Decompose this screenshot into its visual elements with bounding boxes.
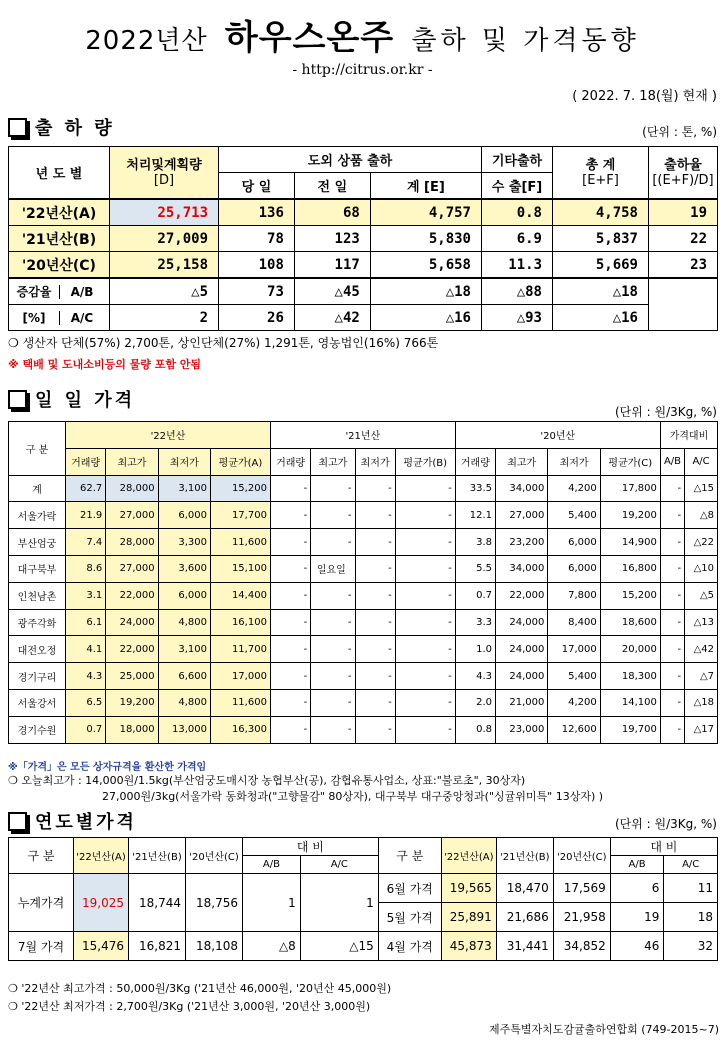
cell: - [355, 502, 395, 529]
cell: - [270, 609, 310, 636]
cell: - [311, 609, 355, 636]
column-header: 거래량 [455, 448, 495, 475]
table-row [9, 502, 718, 529]
cell: 4,800 [158, 689, 210, 716]
cell: 3,100 [158, 636, 210, 663]
checkbox-icon [8, 812, 27, 831]
section-yearly-unit: (단위 : 원/3Kg, %) [614, 817, 717, 831]
shipment-note: ❍ 생산자 단체(57%) 2,700톤, 상인단체(27%) 1,291톤, 영농법인(16%) 766톤 [8, 336, 439, 350]
cell: 12.1 [455, 502, 495, 529]
cell: - [355, 475, 395, 502]
cell: 16,300 [211, 716, 271, 743]
cell: - [395, 636, 455, 663]
column-header: 최저가 [158, 448, 210, 475]
cell: 1.0 [455, 636, 495, 663]
cell: - [270, 529, 310, 556]
section-shipment-unit: (단위 : 톤, %) [642, 125, 717, 139]
cell: 7,800 [548, 582, 600, 609]
cell: - [311, 475, 355, 502]
cell: 4.3 [455, 663, 495, 690]
table-row: '21년산(B) 27,009 78 123 5,830 6.9 5,837 22 [9, 226, 718, 252]
title-year: 2022년산 [85, 26, 208, 56]
cell: 17,000 [548, 636, 600, 663]
cell: - [311, 663, 355, 690]
cell: 13,000 [158, 716, 210, 743]
cell: 27,000 [106, 555, 158, 582]
table-row: 5월 가격 25,891 21,686 21,958 19 18 [9, 903, 718, 932]
cell: 11,600 [211, 529, 271, 556]
table-row [9, 609, 718, 636]
cell: △42 [685, 636, 718, 663]
cell: - [395, 475, 455, 502]
cell: 6,000 [548, 529, 600, 556]
cell: 5.5 [455, 555, 495, 582]
cell: 14,400 [211, 582, 271, 609]
cell: - [660, 689, 684, 716]
title-product: 하우스온주 [224, 18, 395, 58]
cell: - [311, 529, 355, 556]
cell: 21.9 [66, 502, 106, 529]
yearly-note-2: ❍ '22년산 최저가격 : 2,700원/3Kg ('21년산 3,000원, '20년산 3,000원) [8, 1000, 371, 1013]
cell: 3.1 [66, 582, 106, 609]
cell: 0.7 [455, 582, 495, 609]
footer-org: 제주특별자치도감귤출하연합회 (749-2015~7) [488, 1023, 719, 1036]
cell: 18,300 [600, 663, 660, 690]
column-header: A/C [685, 448, 718, 475]
cell: △5 [685, 582, 718, 609]
cell: 24,000 [496, 663, 548, 690]
cell: - [660, 529, 684, 556]
table-row: 증감율 A/B △5 73 △45 △18 △88 △18 [9, 278, 718, 305]
section-shipment-title: 출 하 량 [8, 114, 115, 140]
h-ship: 도외 상품 출하 [219, 147, 482, 173]
table-row [9, 716, 718, 743]
cell: - [270, 689, 310, 716]
cell: 18,000 [106, 716, 158, 743]
table-row [9, 555, 718, 582]
cell: - [660, 475, 684, 502]
cell: 25,000 [106, 663, 158, 690]
table-row: 누계가격 19,025 18,744 18,756 1 1 6월 가격 19,565 18,470 17,569 6 11 [9, 874, 718, 903]
cell: - [355, 716, 395, 743]
h-other2: 수 출[F] [482, 173, 553, 200]
cell: 23,200 [496, 529, 548, 556]
row-label: 광주각화 [9, 609, 66, 636]
cell: - [270, 502, 310, 529]
cell: 일요일 [311, 555, 355, 582]
checkbox-icon [8, 118, 27, 137]
cell: - [270, 663, 310, 690]
report-date: ( 2022. 7. 18(월) 현재 ) [572, 89, 717, 104]
cell: 14,100 [600, 689, 660, 716]
cell: - [355, 582, 395, 609]
cell: 20,000 [600, 636, 660, 663]
cell: 3.3 [455, 609, 495, 636]
cell: - [395, 609, 455, 636]
cell: - [395, 582, 455, 609]
cell: - [270, 475, 310, 502]
cell: 15,200 [211, 475, 271, 502]
cell: △15 [685, 475, 718, 502]
cell: 7.4 [66, 529, 106, 556]
site-url[interactable]: - http://citrus.or.kr - [292, 62, 433, 78]
cell: 8.6 [66, 555, 106, 582]
table-row: 7월 가격 15,476 16,821 18,108 △8 △15 4월 가격 45,873 31,441 34,852 46 32 [9, 932, 718, 961]
cell: 33.5 [455, 475, 495, 502]
document-title [0, 10, 725, 59]
cell: - [355, 663, 395, 690]
daily-note-1: ※「가격」은 모든 상자규격을 환산한 가격임 [8, 762, 207, 773]
h-other: 기타출하 [482, 147, 553, 173]
cell: 15,200 [600, 582, 660, 609]
cell: △22 [685, 529, 718, 556]
cell: 24,000 [496, 636, 548, 663]
cell: 14,900 [600, 529, 660, 556]
cell: - [395, 502, 455, 529]
section-daily-unit: (단위 : 원/3Kg, %) [614, 405, 717, 419]
cell: 3,300 [158, 529, 210, 556]
table-row [9, 663, 718, 690]
cell: - [395, 555, 455, 582]
cell: - [660, 609, 684, 636]
daily-price-table: 구 분 '22년산 '21년산 '20년산 가격대비 거래량 최고가 최저가 평균가(A) 거래량 최고가 최저가 평균가(B) 거래량 최고가 최저가 평균가(C) A/B A/C 계 62.7 28,000 3,100 15,200 - - - - 33.5 34,000 4,200 17,800 - △15 서울가락 21.9 27,000 6,000 17,700 - - - - 12.1 27,000 5,400 19,200 - △8 부산엄궁 7.4 28,000 3,300 11,600 - - - - 3.8 23,200 6,000 14,900 - △22 대구북부 8.6 27,000 3,600 15,100 - 일요일 - - 5.5 34,000 6,000 16,800 - △10 인천남촌 3.1 22,000 6,000 14,400 - - - - 0.7 22,000 7,800 15,200 - △5 광주각화 6.1 24,000 4,800 16,100 - - - - 3.3 24,000 8,400 18,600 - △13 대전오정 4.1 22,000 3,100 11,700 - - - - 1.0 24,000 17,000 20,000 - △42 경기구리 4.3 25,000 6,600 17,000 - - - - 4.3 24,000 5,400 18,300 - △7 서울강서 6.5 19,200 4,800 11,600 - - - - 2.0 21,000 4,200 14,100 - △18 경기수원 0.7 18,000 13,000 16,300 - - - - 0.8 23,000 12,600 19,700 - △17 [8, 421, 718, 744]
section-yearly-title: 연도별가격 [8, 808, 137, 834]
cell: 24,000 [106, 609, 158, 636]
h-today: 당 일 [219, 173, 295, 200]
cell: 16,800 [600, 555, 660, 582]
cell: - [355, 529, 395, 556]
daily-note-2: ❍ 오늘최고가 : 14,000원/1.5kg(부산엄궁도매시장 농협부산(공), 감협유통사업소, 상표:"불로초", 30상자) [8, 774, 526, 787]
cell: 22,000 [496, 582, 548, 609]
checkbox-icon [8, 390, 27, 409]
cell: 0.7 [66, 716, 106, 743]
title-rest: 출하 및 가격동향 [411, 26, 640, 56]
h-sum: 계 [E] [370, 173, 481, 200]
cell: 5,400 [548, 502, 600, 529]
row-label: 서울강서 [9, 689, 66, 716]
row-label: 부산엄궁 [9, 529, 66, 556]
h-total: 총 계 [E+F] [553, 147, 649, 200]
cell: 5,400 [548, 663, 600, 690]
row-label: 경기구리 [9, 663, 66, 690]
column-header: 평균가(A) [211, 448, 271, 475]
column-header: 최고가 [106, 448, 158, 475]
cell: 22,000 [106, 636, 158, 663]
table-row: '22년산(A) 25,713 136 68 4,757 0.8 4,758 19 [9, 199, 718, 226]
column-header: 거래량 [270, 448, 310, 475]
section-daily-title: 일 일 가격 [8, 386, 135, 412]
cell: 22,000 [106, 582, 158, 609]
cell: 3,100 [158, 475, 210, 502]
row-label: 계 [9, 475, 66, 502]
cell: - [660, 636, 684, 663]
h-year: 년 도 별 [9, 147, 110, 200]
cell: 23,000 [496, 716, 548, 743]
column-header: 평균가(C) [600, 448, 660, 475]
cell: △13 [685, 609, 718, 636]
column-header: 평균가(B) [395, 448, 455, 475]
cell: 4,200 [548, 689, 600, 716]
cell: 6,600 [158, 663, 210, 690]
cell: 19,200 [600, 502, 660, 529]
cell: 6,000 [158, 582, 210, 609]
shipment-table [8, 146, 718, 331]
cell: 19,200 [106, 689, 158, 716]
cell: 3.8 [455, 529, 495, 556]
cell: △18 [685, 689, 718, 716]
row-label: 경기수원 [9, 716, 66, 743]
cell: - [355, 555, 395, 582]
h-prev: 전 일 [294, 173, 370, 200]
cell: - [311, 636, 355, 663]
cell: - [311, 582, 355, 609]
cell: △10 [685, 555, 718, 582]
cell: △8 [685, 502, 718, 529]
column-header: 최저가 [355, 448, 395, 475]
table-row [9, 475, 718, 502]
cell: 2.0 [455, 689, 495, 716]
cell: 8,400 [548, 609, 600, 636]
cell: - [355, 689, 395, 716]
cell: 17,000 [211, 663, 271, 690]
cell: 15,100 [211, 555, 271, 582]
cell: 4.1 [66, 636, 106, 663]
cell: 28,000 [106, 529, 158, 556]
cell: 24,000 [496, 609, 548, 636]
cell: - [311, 716, 355, 743]
row-label: 대구북부 [9, 555, 66, 582]
table-row [9, 582, 718, 609]
cell: 34,000 [496, 475, 548, 502]
table-row: [%] A/C 2 26 △42 △16 △93 △16 [9, 305, 718, 331]
column-header: A/B [660, 448, 684, 475]
row-label: 인천남촌 [9, 582, 66, 609]
cell: 4.3 [66, 663, 106, 690]
column-header: 최저가 [548, 448, 600, 475]
cell: - [395, 689, 455, 716]
cell: - [660, 582, 684, 609]
cell: - [311, 689, 355, 716]
column-header: 최고가 [496, 448, 548, 475]
cell: - [660, 555, 684, 582]
cell: - [660, 502, 684, 529]
cell: - [270, 555, 310, 582]
cell: 17,700 [211, 502, 271, 529]
column-header: 최고가 [311, 448, 355, 475]
cell: - [270, 716, 310, 743]
table-row: '20년산(C) 25,158 108 117 5,658 11.3 5,669 23 [9, 252, 718, 279]
cell: - [355, 609, 395, 636]
yearly-price-table: 구 분 '22년산(A) '21년산(B) '20년산(C) 대 비 구 분 '22년산(A) '21년산(B) '20년산(C) 대 비 A/B A/C A/B A/C 누계가격 19,025 18,744 18,756 1 1 6월 가격 19,565 18,470 17,569 6 11 5월 가격 25,891 21,686 21,958 19 18 7월 가격 15,476 16,821 18,108 △8 △15 4월 가격 45,873 31,441 34,852 46 32 [8, 837, 718, 961]
cell: - [270, 582, 310, 609]
cell: 27,000 [496, 502, 548, 529]
cell: 28,000 [106, 475, 158, 502]
h-rate: 출하율 [(E+F)/D] [649, 147, 718, 200]
table-row [9, 529, 718, 556]
cell: 12,600 [548, 716, 600, 743]
cell: 3,600 [158, 555, 210, 582]
cell: 6,000 [158, 502, 210, 529]
daily-note-3: 27,000원/3kg(서울가락 동화청과("고향물감" 80상자), 대구북부 대구중앙청과("싱귤위미특" 13상자) ) [102, 790, 604, 803]
row-label: 대전오정 [9, 636, 66, 663]
cell: - [395, 716, 455, 743]
yearly-note-1: ❍ '22년산 최고가격 : 50,000원/3Kg ('21년산 46,000원, '20년산 45,000원) [8, 982, 392, 995]
table-row [9, 689, 718, 716]
table-row [9, 636, 718, 663]
cell: 4,800 [158, 609, 210, 636]
cell: 6,000 [548, 555, 600, 582]
cell: △17 [685, 716, 718, 743]
cell: 0.8 [455, 716, 495, 743]
cell: 6.1 [66, 609, 106, 636]
cell: 34,000 [496, 555, 548, 582]
h-plan: 처리및계획량 [D] [110, 147, 219, 200]
cell: 16,100 [211, 609, 271, 636]
cell: 27,000 [106, 502, 158, 529]
cell: 21,000 [496, 689, 548, 716]
cell: - [355, 636, 395, 663]
cell: - [660, 663, 684, 690]
cell: - [660, 716, 684, 743]
cell: - [270, 636, 310, 663]
cell: 11,700 [211, 636, 271, 663]
cell: - [395, 663, 455, 690]
cell: 18,600 [600, 609, 660, 636]
cell: 6.5 [66, 689, 106, 716]
cell: 19,700 [600, 716, 660, 743]
cell: 62.7 [66, 475, 106, 502]
shipment-warning: ※ 택배 및 도내소비등의 물량 포함 안됨 [8, 358, 202, 371]
cell: 11,600 [211, 689, 271, 716]
cell: - [311, 502, 355, 529]
cell: - [395, 529, 455, 556]
cell: 17,800 [600, 475, 660, 502]
row-label: 서울가락 [9, 502, 66, 529]
column-header: 거래량 [66, 448, 106, 475]
cell: △7 [685, 663, 718, 690]
cell: 4,200 [548, 475, 600, 502]
